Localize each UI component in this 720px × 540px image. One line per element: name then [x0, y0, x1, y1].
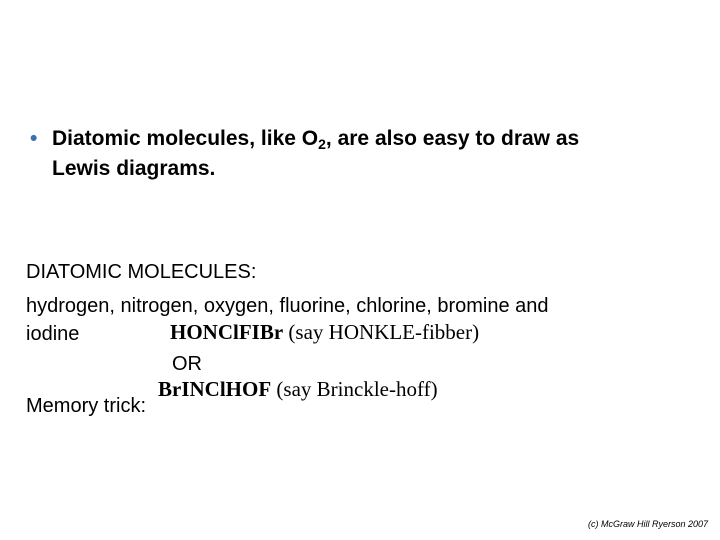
- bullet-text-after: , are also easy to draw as: [325, 127, 580, 150]
- section-heading: DIATOMIC MOLECULES:: [26, 261, 257, 283]
- bullet-line-1: [30, 124, 690, 154]
- bullet-dot-icon: •: [30, 127, 38, 150]
- mnemonic-1-acronym: HONClFIBr: [170, 320, 284, 344]
- mnemonic-2-acronym: BrINClHOF: [158, 377, 272, 401]
- mnemonic-2: [158, 377, 438, 401]
- memory-trick-label: Memory trick:: [26, 395, 146, 417]
- molecule-list-line-1: hydrogen, nitrogen, oxygen, fluorine, chlorine, bromine and: [26, 295, 549, 317]
- bullet-text-before: Diatomic molecules, like O: [52, 127, 319, 150]
- mnemonic-1: [170, 320, 479, 344]
- bullet-line-2: [30, 154, 690, 184]
- mnemonic-1-note: (say HONKLE-fibber): [288, 320, 480, 344]
- bullet-point: [30, 124, 690, 184]
- molecule-list-line-2: iodine: [26, 323, 80, 345]
- bullet-subscript: 2: [318, 136, 326, 152]
- copyright-footer: (c) McGraw Hill Ryerson 2007: [587, 519, 708, 529]
- bullet-line-2-text: Lewis diagrams.: [52, 157, 216, 180]
- or-text: OR: [172, 353, 202, 375]
- mnemonic-2-note: (say Brinckle-hoff): [276, 377, 438, 401]
